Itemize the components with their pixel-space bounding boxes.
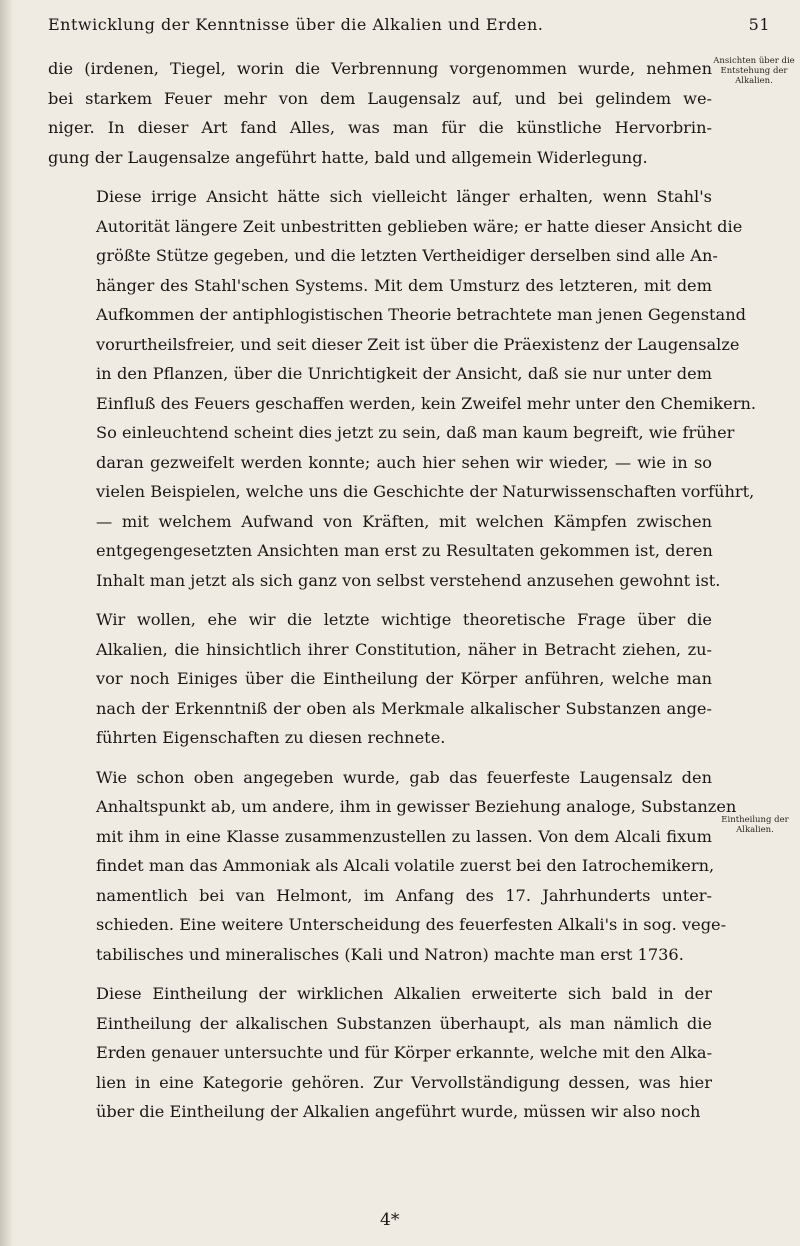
text-line: tabilisches und mineralisches (Kali und Natron) machte man erst 1736.	[96, 944, 684, 964]
text-line: Autorität längere Zeit unbestritten geblieben wäre; er hatte dieser Ansicht die	[96, 216, 743, 236]
text-line: gung der Laugensalze angeführt hatte, bald und allgemein Widerlegung.	[48, 147, 648, 167]
text-line: Anhaltspunkt ab, um andere, ihm in gewisser Beziehung analoge, Substanzen	[96, 797, 737, 816]
text-line: Wie schon oben angegeben wurde, gab das feuerfeste Laugensalz den	[96, 767, 712, 787]
signature-mark: 4*	[380, 1210, 400, 1230]
text-line: vorurtheilsfreier, und seit dieser Zeit ist über die Präexistenz der Laugensalze	[96, 334, 740, 354]
text-line: nach der Erkenntniß der oben als Merkmale alkalischer Substanzen ange-	[96, 698, 712, 718]
text-line: bei starkem Feuer mehr von dem Laugensalz auf, und bei gelindem we-	[48, 88, 712, 108]
text-line: niger. In dieser Art fand Alles, was man für die künstliche Hervorbrin-	[48, 118, 712, 137]
text-line: Eintheilung der alkalischen Substanzen überhaupt, als man nämlich die	[96, 1013, 712, 1033]
margin-note-classification-of-alkalis: Eintheilung der Alkalien.	[721, 815, 789, 835]
text-line: Diese Eintheilung der wirklichen Alkalien erweiterte sich bald in der	[96, 984, 712, 1003]
paragraph	[48, 182, 757, 595]
running-title: Entwicklung der Kenntnisse über die Alkalien und Erden.	[48, 15, 544, 34]
text-line: namentlich bei van Helmont, im Anfang des 17. Jahrhunderts unter-	[96, 885, 712, 905]
text-line: größte Stütze gegeben, und die letzten Vertheidiger derselben sind alle An-	[96, 246, 718, 265]
text-line: Einfluß des Feuers geschaffen werden, kein Zweifel mehr unter den Chemikern.	[96, 393, 757, 413]
page-number: 51	[748, 15, 770, 34]
paragraph	[48, 763, 737, 970]
text-line: vor noch Einiges über die Eintheilung der Körper anführen, welche man	[96, 669, 712, 688]
text-line: mit ihm in eine Klasse zusammenzustellen zu lassen. Von dem Alcali fixum	[96, 826, 712, 846]
text-line: Diese irrige Ansicht hätte sich vielleicht länger erhalten, wenn Stahl's	[96, 187, 712, 206]
text-line: die (irdenen, Tiegel, worin die Verbrennung vorgenommen wurde, nehmen	[48, 59, 712, 78]
text-line: schieden. Eine weitere Unterscheidung des feuerfesten Alkali's in sog. vege-	[96, 915, 727, 934]
running-header	[48, 15, 770, 41]
text-line: Alkalien, die hinsichtlich ihrer Constitution, näher in Betracht ziehen, zu-	[96, 639, 712, 659]
text-line: in den Pflanzen, über die Unrichtigkeit der Ansicht, daß sie nur unter dem	[96, 364, 712, 383]
text-line: Inhalt man jetzt als sich ganz von selbst verstehend anzusehen gewohnt ist.	[96, 570, 721, 590]
text-line: Erden genauer untersuchte und für Körper erkannte, welche mit den Alka-	[96, 1043, 713, 1062]
text-line: vielen Beispielen, welche uns die Geschichte der Naturwissenschaften vorführt,	[96, 482, 755, 501]
text-line: Wir wollen, ehe wir die letzte wichtige theoretische Frage über die	[96, 610, 712, 629]
text-line: lien in eine Kategorie gehören. Zur Vervollständigung dessen, was hier	[96, 1072, 712, 1092]
paragraph	[48, 979, 712, 1127]
text-line: — mit welchem Aufwand von Kräften, mit welchen Kämpfen zwischen	[96, 511, 712, 531]
page-gutter-shadow	[0, 0, 14, 1246]
text-line: entgegengesetzten Ansichten man erst zu Resultaten gekommen ist, deren	[96, 541, 713, 560]
paragraph	[48, 54, 712, 172]
text-line: über die Eintheilung der Alkalien angeführt wurde, müssen wir also noch	[96, 1102, 701, 1121]
paragraph	[48, 605, 712, 753]
text-line: Aufkommen der antiphlogistischen Theorie betrachtete man jenen Gegenstand	[96, 305, 746, 324]
text-line: hänger des Stahl'schen Systems. Mit dem Umsturz des letzteren, mit dem	[96, 275, 712, 295]
text-line: findet man das Ammoniak als Alcali volatile zuerst bei den Iatrochemikern,	[96, 856, 715, 875]
margin-note-origin-of-alkalis: Ansichten über die Entstehung der Alkalien.	[713, 56, 795, 86]
text-line: daran gezweifelt werden konnte; auch hier sehen wir wieder, — wie in so	[96, 452, 712, 472]
text-line: führten Eigenschaften zu diesen rechnete.	[96, 728, 446, 747]
text-line: So einleuchtend scheint dies jetzt zu sein, daß man kaum begreift, wie früher	[96, 423, 735, 442]
